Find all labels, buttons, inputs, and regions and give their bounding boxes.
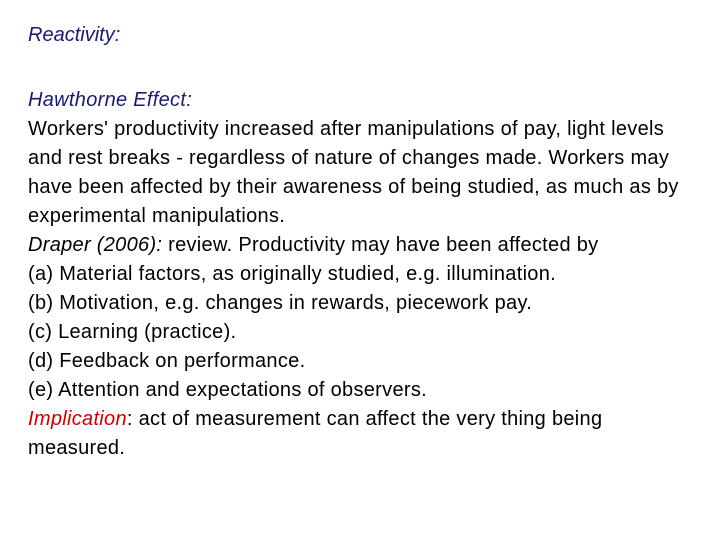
draper-text: review. Productivity may have been affected by [162, 234, 599, 256]
implication-label: Implication [28, 408, 127, 430]
draper-paragraph [28, 231, 698, 260]
implication-paragraph [28, 405, 698, 463]
factor-item-a: (a) Material factors, as originally studied, e.g. illumination. [28, 263, 557, 285]
factor-item-d: (d) Feedback on performance. [28, 350, 306, 372]
hawthorne-paragraph: Workers' productivity increased after manipulations of pay, light levels and rest breaks - regardless of nature of changes made. Workers may have been affected by their awareness of being studied, as much as by experimental manipulations. [28, 118, 679, 227]
factor-item-b: (b) Motivation, e.g. changes in rewards, piecework pay. [28, 292, 533, 314]
implication-text: : act of measurement can affect the very thing being measured. [28, 408, 603, 459]
factor-item-e: (e) Attention and expectations of observers. [28, 379, 427, 401]
slide [28, 0, 698, 540]
draper-citation: Draper (2006): [28, 234, 163, 256]
slide-title: Reactivity: [28, 24, 121, 46]
hawthorne-subheading: Hawthorne Effect: [28, 89, 193, 111]
slide-body [28, 86, 698, 463]
factor-item-c: (c) Learning (practice). [28, 321, 237, 343]
